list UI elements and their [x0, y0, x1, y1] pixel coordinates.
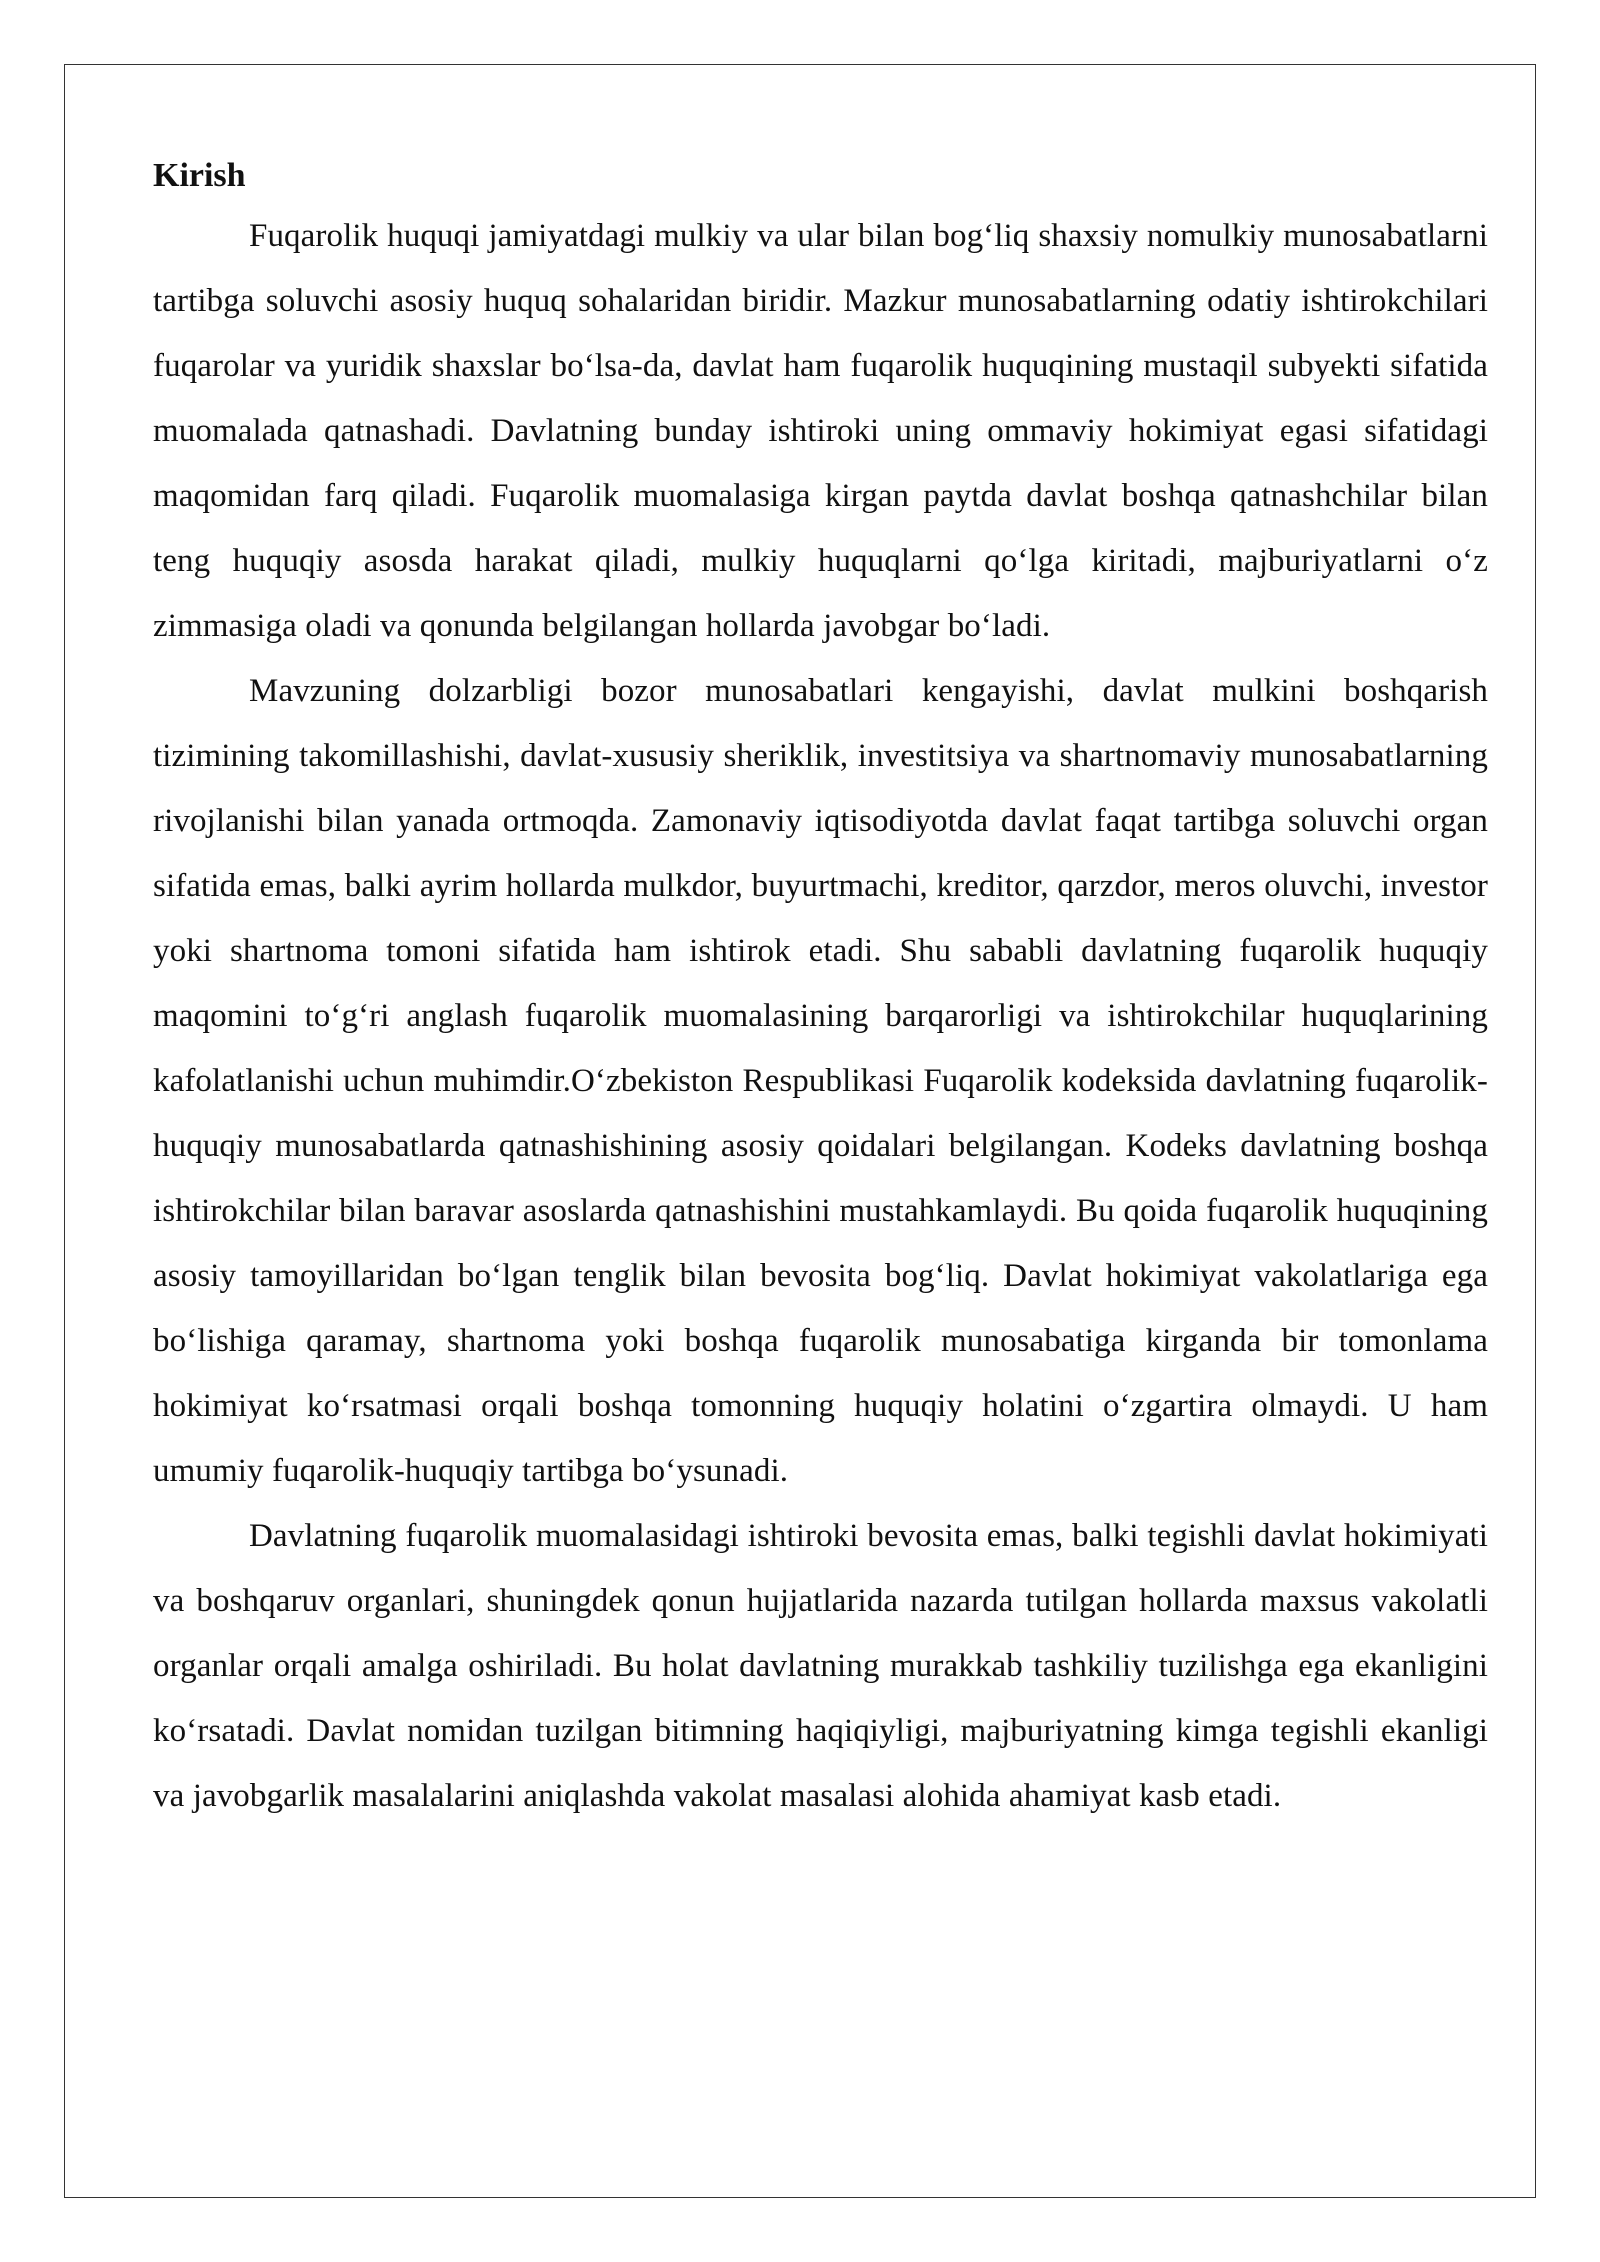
section-heading: Kirish — [153, 157, 246, 194]
paragraph-introduction: Fuqarolik huquqi jamiyatdagi mulkiy va ular bilan bog‘liq shaxsiy nomulkiy munosabatlarni tartibga soluvchi asosiy huquq sohalaridan biridir. Mazkur munosabatlarning odatiy ishtirokchilari fuqarolar va yuridik shaxslar bo‘lsa-da, davlat ham fuqarolik huquqining mustaqil subyekti sifatida muomalada qatnashadi. Davlatning bunday ishtiroki uning ommaviy hokimiyat egasi sifatidagi maqomidan farq qiladi. Fuqarolik muomalasiga kirgan paytda davlat boshqa qatnashchilar bilan teng huquqiy asosda harakat qiladi, mulkiy huquqlarni qo‘lga kiritadi, majburiyatlarni o‘z zimmasiga oladi va qonunda belgilangan hollarda javobgar bo‘ladi. — [153, 218, 1488, 644]
document-body — [153, 148, 1488, 1829]
paragraph-relevance: Mavzuning dolzarbligi bozor munosabatlari kengayishi, davlat mulkini boshqarish tizimining takomillashishi, davlat-xususiy sheriklik, investitsiya va shartnomaviy munosabatlarning rivojlanishi bilan yanada ortmoqda. Zamonaviy iqtisodiyotda davlat faqat tartibga soluvchi organ sifatida emas, balki ayrim hollarda mulkdor, buyurtmachi, kreditor, qarzdor, meros oluvchi, investor yoki shartnoma tomoni sifatida ham ishtirok etadi. Shu sababli davlatning fuqarolik huquqiy maqomini to‘g‘ri anglash fuqarolik muomalasining barqarorligi va ishtirokchilar huquqlarining kafolatlanishi uchun muhimdir.O‘zbekiston Respublikasi Fuqarolik kodeksida davlatning fuqarolik-huquqiy munosabatlarda qatnashishining asosiy qoidalari belgilangan. Kodeks davlatning boshqa ishtirokchilar bilan baravar asoslarda qatnashishini mustahkamlaydi. Bu qoida fuqarolik huquqining asosiy tamoyillaridan bo‘lgan tenglik bilan bevosita bog‘liq. Davlat hokimiyat vakolatlariga ega bo‘lishiga qaramay, shartnoma yoki boshqa fuqarolik munosabatiga kirganda bir tomonlama hokimiyat ko‘rsatmasi orqali boshqa tomonning huquqiy holatini o‘zgartira olmaydi. U ham umumiy fuqarolik-huquqiy tartibga bo‘ysunadi. — [153, 673, 1488, 1489]
paragraph-state-participation: Davlatning fuqarolik muomalasidagi ishtiroki bevosita emas, balki tegishli davlat hokimiyati va boshqaruv organlari, shuningdek qonun hujjatlarida nazarda tutilgan hollarda maxsus vakolatli organlar orqali amalga oshiriladi. Bu holat davlatning murakkab tashkiliy tuzilishga ega ekanligini ko‘rsatadi. Davlat nomidan tuzilgan bitimning haqiqiyligi, majburiyatning kimga tegishli ekanligi va javobgarlik masalalarini aniqlashda vakolat masalasi alohida ahamiyat kasb etadi. — [153, 1518, 1488, 1814]
